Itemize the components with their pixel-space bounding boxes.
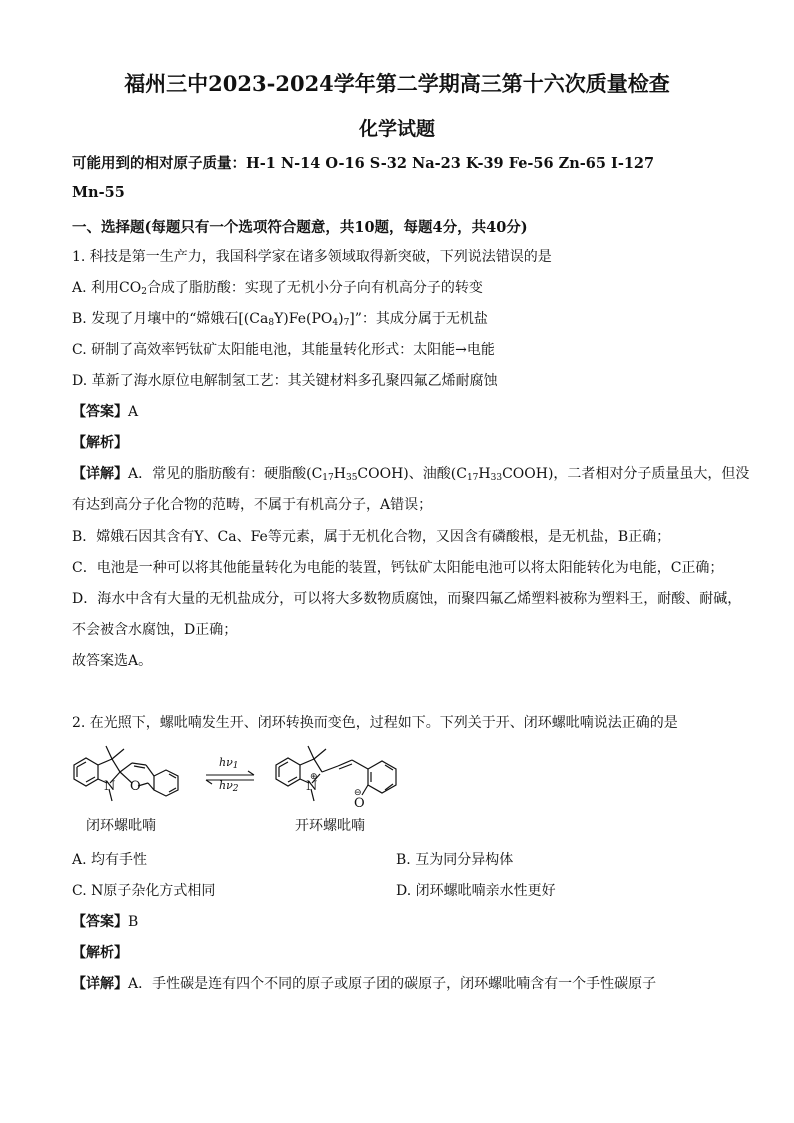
q2-analysis-tag: 【解析】 — [72, 945, 128, 961]
arrow-bottom-label: $h\nu_2$ — [219, 779, 239, 794]
q1-detail-d-cont: 不会被含水腐蚀，D正确； — [72, 622, 238, 638]
open-spiropyran-structure — [268, 743, 416, 815]
q1-detail-b: B．嫦娥石因其含有Y、Ca、Fe等元素，属于无机化合物，又因含有磷酸根，是无机盐，B正确； — [72, 529, 671, 545]
q2-answer: 【答案】B — [72, 914, 139, 930]
q1-analysis-tag: 【解析】 — [72, 435, 128, 451]
q1-conclusion: 故答案选A。 — [72, 653, 153, 669]
q2-stem: 2. 在光照下，螺吡喃发生开、闭环转换而变色，过程如下。下列关于开、闭环螺吡喃说法正确的是 — [72, 715, 678, 731]
closed-oxygen-label: O — [130, 779, 141, 794]
arrow-top-label: $h\nu_1$ — [219, 756, 239, 771]
q1-option-a: A. 利用$CO_2$合成了脂肪酸：实现了无机小分子向有机高分子的转变 — [72, 280, 483, 297]
closed-nitrogen-label: N — [104, 779, 116, 794]
atomic-masses-line2: Mn-55 — [72, 184, 125, 201]
section-heading: 一、选择题(每题只有一个选项符合题意，共10题，每题4分，共40分) — [72, 219, 528, 236]
atomic-masses-line1: 可能用到的相对原子质量：H-1 N-14 O-16 S-32 Na-23 K-39 Fe-56 Zn-65 I-127 — [72, 155, 655, 172]
closed-spiropyran-structure — [66, 743, 196, 815]
q1-option-c: C. 研制了高效率钙钛矿太阳能电池，其能量转化形式：太阳能→电能 — [72, 342, 495, 358]
page-title: 福州三中2023-2024学年第二学期高三第十六次质量检查 — [124, 71, 670, 96]
open-nitrogen-label: N — [306, 779, 318, 794]
positive-charge: ⊕ — [310, 772, 318, 782]
q1-stem: 1. 科技是第一生产力，我国科学家在诸多领域取得新突破，下列说法错误的是 — [72, 249, 552, 265]
q1-detail-c: C．电池是一种可以将其他能量转化为电能的装置，钙钛矿太阳能电池可以将太阳能转化为电能，C正确； — [72, 560, 724, 576]
q2-detail-a: 【详解】A．手性碳是连有四个不同的原子或原子团的碳原子，闭环螺吡喃含有一个手性碳原子 — [72, 976, 657, 992]
negative-charge: ⊖ — [354, 788, 362, 798]
page-subtitle: 化学试题 — [358, 118, 435, 140]
open-form-caption: 开环螺吡喃 — [295, 818, 365, 834]
q1-detail-d: D．海水中含有大量的无机盐成分，可以将大多数物质腐蚀，而聚四氟乙烯塑料被称为塑料王，耐酸、耐碱， — [72, 591, 742, 607]
q2-option-d: D. 闭环螺吡喃亲水性更好 — [396, 883, 556, 899]
q1-detail-a-cont: 有达到高分子化合物的范畴，不属于有机高分子，A错误； — [72, 497, 433, 513]
q1-answer: 【答案】A — [72, 404, 139, 420]
open-oxygen-label: O — [354, 796, 365, 811]
q2-option-b: B. 互为同分异构体 — [396, 852, 514, 868]
q1-option-b: B. 发现了月壤中的“嫦娥石$[(Ca_8Y)Fe(PO_4)_7]$”：其成分属于无机盐 — [72, 311, 488, 328]
q2-option-a: A. 均有手性 — [72, 852, 148, 868]
q2-option-c: C. N原子杂化方式相同 — [72, 883, 216, 899]
q1-detail-a: 【详解】A．常见的脂肪酸有：硬脂酸$(C_{17}H_{35}COOH)$、油酸$(C_{17}H_{33}COOH)$，二者相对分子质量虽大，但没 — [72, 466, 750, 483]
q1-option-d: D. 革新了海水原位电解制氢工艺：其关键材料多孔聚四氟乙烯耐腐蚀 — [72, 373, 498, 389]
closed-form-caption: 闭环螺吡喃 — [86, 818, 156, 834]
